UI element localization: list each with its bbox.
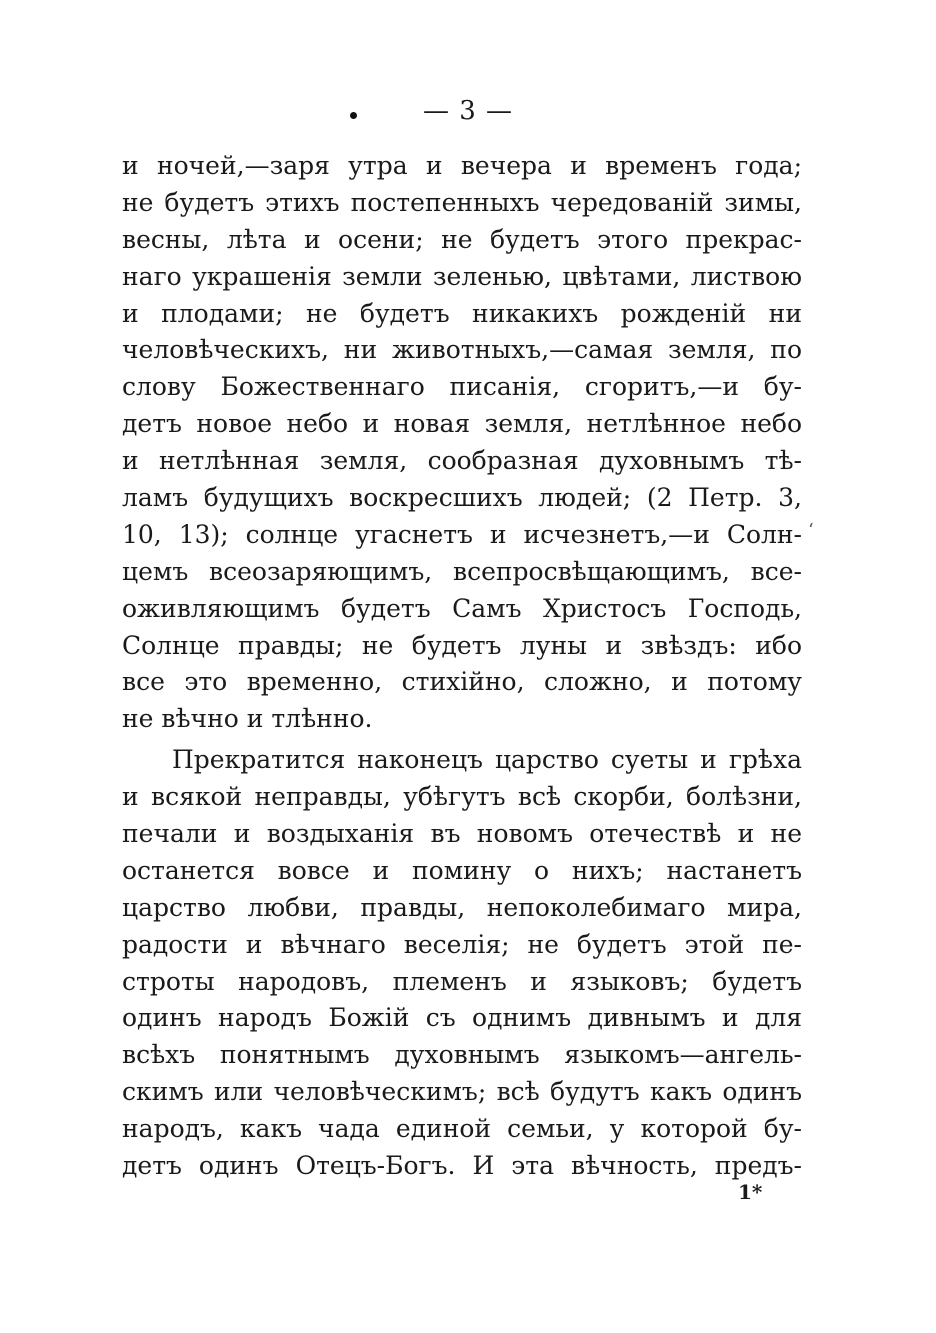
body-text xyxy=(122,148,802,1185)
text-line: оживляющимъ будетъ Самъ Христосъ Господь, xyxy=(122,593,802,623)
paragraph-1 xyxy=(122,148,802,738)
paragraph-2 xyxy=(122,742,802,1185)
text-line: радости и вѣчнаго веселія; не будетъ этой пе- xyxy=(122,929,802,959)
text-line: останется вовсе и помину о нихъ; настанетъ xyxy=(122,855,802,885)
text-line: одинъ народъ Божій съ однимъ дивнымъ и для xyxy=(122,1003,802,1033)
margin-mark: ‘ xyxy=(808,520,814,541)
signature-mark: 1* xyxy=(738,1180,763,1204)
text-line: не будетъ этихъ постепенныхъ чередованій зимы, xyxy=(122,187,802,217)
text-line: Солнце правды; не будетъ луны и звѣздъ: ибо xyxy=(122,630,802,660)
text-line: скимъ или человѣческимъ; всѣ будутъ какъ одинъ xyxy=(122,1077,802,1107)
text-line: 10, 13); солнце угаснетъ и исчезнетъ,—и Солн- xyxy=(122,519,802,549)
text-line: и ночей,—заря утра и вечера и временъ года; xyxy=(122,151,802,180)
text-line: царство любви, правды, непоколебимаго мира, xyxy=(122,892,802,922)
text-line: и всякой неправды, убѣгутъ всѣ скорби, болѣзни, xyxy=(122,782,802,812)
text-line: строты народовъ, племенъ и языковъ; будетъ xyxy=(122,966,802,996)
text-line: слову Божественнаго писанія, сгоритъ,—и бу- xyxy=(122,372,802,402)
text-line: детъ одинъ Отецъ-Богъ. И эта вѣчность, предъ- xyxy=(122,1151,802,1181)
text-line: все это временно, стихійно, сложно, и потому xyxy=(122,667,802,697)
text-line: печали и воздыханія въ новомъ отечествѣ и не xyxy=(122,819,802,849)
text-line: цемъ всеозаряющимъ, всепросвѣщающимъ, все- xyxy=(122,556,802,586)
text-line: ламъ будущихъ воскресшихъ людей; (2 Петр. 3, xyxy=(122,483,802,513)
text-line: весны, лѣта и осени; не будетъ этого прекрас- xyxy=(122,224,802,254)
text-line: детъ новое небо и новая земля, нетлѣнное небо xyxy=(122,409,802,439)
text-line: Прекратится наконецъ царство суеты и грѣха xyxy=(172,745,802,775)
page-number: — 3 — xyxy=(422,96,514,126)
text-line: наго украшенія земли зеленью, цвѣтами, листвою xyxy=(122,261,802,291)
text-line: не вѣчно и тлѣнно. xyxy=(122,704,373,734)
text-line: человѣческихъ, ни животныхъ,—самая земля, по xyxy=(122,335,802,365)
text-line: народъ, какъ чада единой семьи, у которой бу- xyxy=(122,1114,802,1144)
text-line: и плодами; не будетъ никакихъ рожденій ни xyxy=(122,298,802,328)
text-line: всѣхъ понятнымъ духовнымъ языкомъ—ангель- xyxy=(122,1040,802,1070)
text-line: и нетлѣнная земля, сообразная духовнымъ тѣ- xyxy=(122,446,802,476)
